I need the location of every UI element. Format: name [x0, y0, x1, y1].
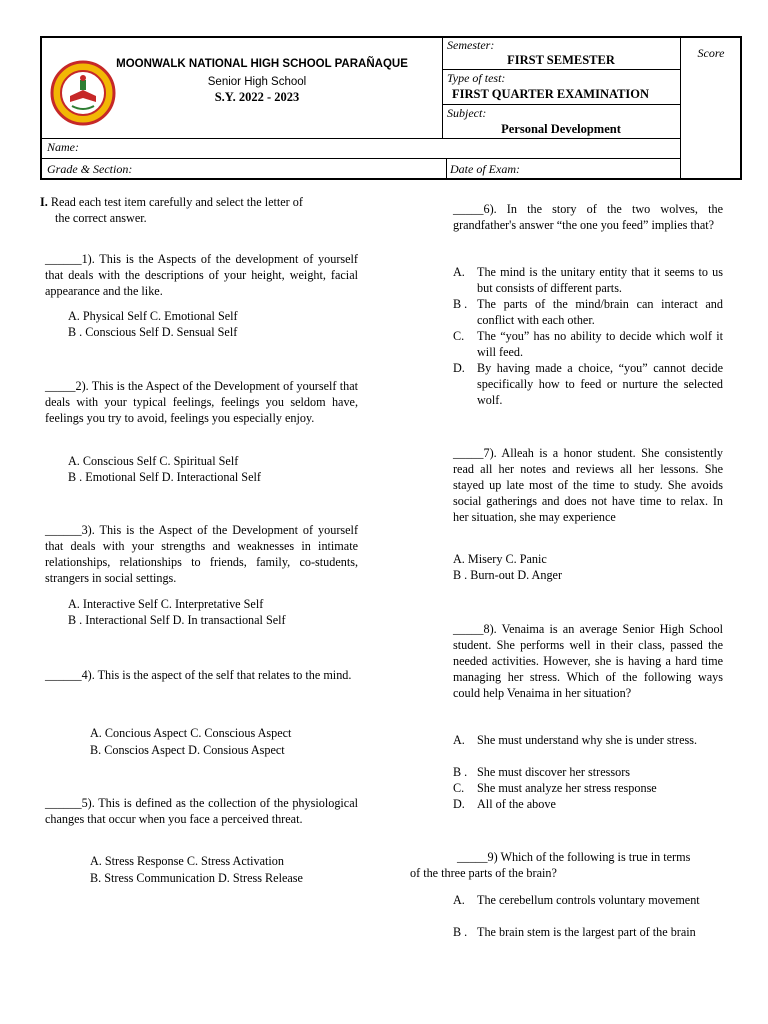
- question-8-choice-b: [453, 764, 477, 780]
- department: Senior High School: [207, 76, 307, 88]
- name-label: Name:: [47, 140, 79, 154]
- question-5-stem: ______5). This is defined as the collection of the physiological changes that occur when you face a perceived threat.: [45, 796, 358, 826]
- score-label: Score: [697, 46, 725, 60]
- instructions: [40, 194, 303, 210]
- question-8-choice-d: [453, 796, 477, 812]
- semester-value: FIRST SEMESTER: [507, 53, 615, 67]
- question-8-choice-b-text: She must discover her stressors: [477, 765, 630, 779]
- choice-letter: B .: [453, 297, 468, 311]
- question-5-choice-row: B. Stress Communication D. Stress Release: [90, 871, 303, 885]
- question-6-stem: _____6). In the story of the two wolves, the grandfather's answer “the one you feed” implies that?: [453, 202, 723, 232]
- choice-letter: D.: [453, 361, 465, 375]
- choice-letter: C.: [453, 781, 465, 795]
- question-4-choice-row: B. Conscios Aspect D. Consious Aspect: [90, 743, 285, 757]
- question-8-stem: _____8). Venaima is an average Senior High School student. She performs well in their class, passed the needed activities. However, she is having a hard time managing her stress. Which of the following ways could help Venaima in her situation?: [453, 622, 723, 700]
- question-1-choice-row: B . Conscious Self D. Sensual Self: [68, 325, 238, 339]
- question-8-choice-d-text: All of the above: [477, 797, 556, 811]
- question-4-choice-row: A. Concious Aspect C. Conscious Aspect: [90, 726, 292, 740]
- grade-section-label: Grade & Section:: [47, 162, 133, 176]
- question-6-choice-b-text: The parts of the mind/brain can interact and conflict with each other.: [477, 297, 723, 327]
- choice-letter: B .: [453, 765, 468, 779]
- question-7-choice-row: A. Misery C. Panic: [453, 552, 547, 566]
- divider: [442, 69, 680, 70]
- type-value: FIRST QUARTER EXAMINATION: [452, 87, 650, 101]
- subject-label: Subject:: [447, 106, 487, 120]
- question-7-stem: _____7). Alleah is a honor student. She consistently read all her notes and reviews all her lessons. She stayed up late most of the time to study. She avoids social gatherings and does not have time to relax. In her situation, she may experience: [453, 446, 723, 524]
- question-9-stem-line-2: of the three parts of the brain?: [410, 866, 557, 880]
- question-9-choice-a: [453, 892, 477, 908]
- question-9-stem-line-1: _____9) Which of the following is true in terms: [457, 850, 691, 864]
- question-8-choice-a: [453, 732, 477, 748]
- question-3-choice-row: A. Interactive Self C. Interpretative Self: [68, 597, 264, 611]
- date-of-exam-label: Date of Exam:: [450, 162, 520, 176]
- divider: [42, 158, 680, 159]
- question-9-choice-a-text: The cerebellum controls voluntary movement: [477, 893, 700, 907]
- question-6-choice-a: [453, 264, 477, 280]
- type-label: Type of test:: [447, 71, 506, 85]
- instructions-text-2: the correct answer.: [55, 211, 147, 225]
- school-year: S.Y. 2022 - 2023: [214, 90, 300, 104]
- question-8-choice-a-text: She must understand why she is under stress.: [477, 733, 698, 747]
- question-6-choice-a-text: The mind is the unitary entity that it seems to us but consists of different parts.: [477, 265, 723, 295]
- semester-label: Semester:: [447, 38, 495, 52]
- question-1-stem: ______1). This is the Aspects of the development of yourself that deals with the descriptions of your height, weight, facial appearance and the like.: [45, 252, 358, 298]
- question-9-choice-b-text: The brain stem is the largest part of the brain: [477, 925, 696, 939]
- question-6-choice-b: [453, 296, 477, 312]
- subject-value: Personal Development: [501, 122, 621, 136]
- instructions-text: Read each test item carefully and select the letter of: [50, 195, 303, 209]
- exam-header: [40, 36, 742, 180]
- choice-letter: B .: [453, 925, 468, 939]
- question-6-choice-c-text: The “you” has no ability to decide which wolf it will feed.: [477, 329, 723, 359]
- question-2-choice-row: A. Conscious Self C. Spiritual Self: [68, 454, 239, 468]
- question-7-choice-row: B . Burn-out D. Anger: [453, 568, 563, 582]
- question-1-choice-row: A. Physical Self C. Emotional Self: [68, 309, 238, 323]
- choice-letter: A.: [453, 265, 465, 279]
- choice-letter: D.: [453, 797, 465, 811]
- question-2-choice-row: B . Emotional Self D. Interactional Self: [68, 470, 261, 484]
- question-3-choice-row: B . Interactional Self D. In transactional Self: [68, 613, 286, 627]
- question-4-stem: ______4). This is the aspect of the self that relates to the mind.: [45, 668, 352, 682]
- question-6-choice-c: [453, 328, 477, 344]
- question-5-choice-row: A. Stress Response C. Stress Activation: [90, 854, 284, 868]
- choice-letter: C.: [453, 329, 465, 343]
- question-8-choice-c-text: She must analyze her stress response: [477, 781, 657, 795]
- question-3-stem: ______3). This is the Aspect of the Development of yourself that deals with your strengths and weaknesses in intimate relationships, relationships to friends, family, co-students, strangers in social settings.: [45, 523, 358, 585]
- divider: [446, 158, 447, 180]
- divider: [42, 138, 680, 139]
- choice-letter: A.: [453, 733, 465, 747]
- divider: [442, 104, 680, 105]
- school-name: MOONWALK NATIONAL HIGH SCHOOL PARAÑAQUE: [116, 58, 408, 70]
- question-2-stem: _____2). This is the Aspect of the Development of yourself that deals with your typical feelings, feelings you seldom have, feelings you try to avoid, feelings you especially enjoy.: [45, 379, 358, 425]
- choice-letter: A.: [453, 893, 465, 907]
- question-8-choice-c: [453, 780, 477, 796]
- question-6-choice-d-text: By having made a choice, “you” cannot decide specifically how to feed or nurture the selected wolf.: [477, 361, 723, 407]
- question-6-choice-d: [453, 360, 477, 376]
- question-9-choice-b: [453, 924, 477, 940]
- section-numeral: I.: [40, 195, 48, 209]
